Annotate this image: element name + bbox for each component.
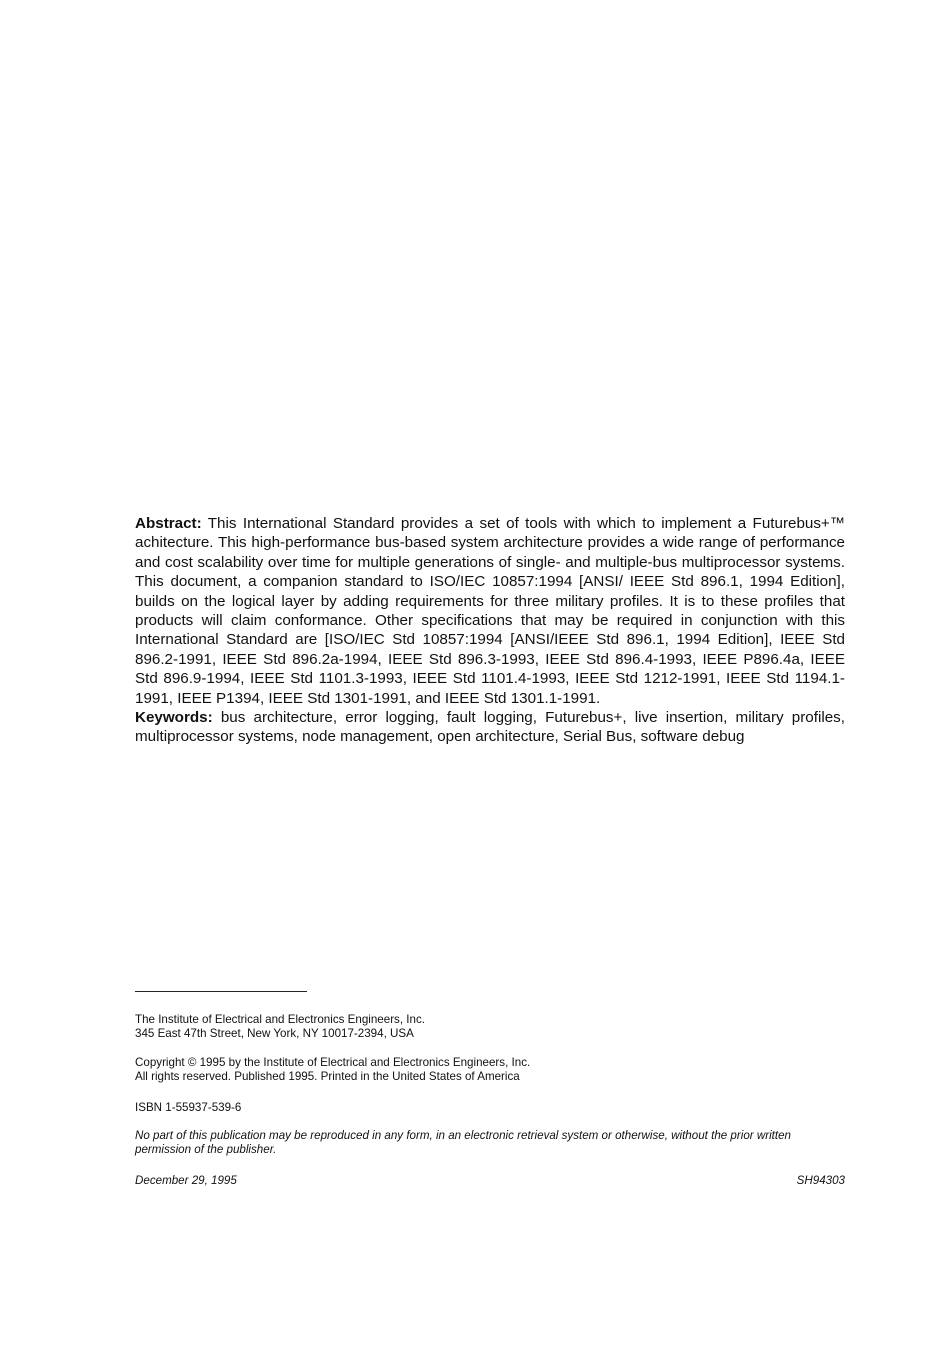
copyright-line-1: Copyright © 1995 by the Institute of Electrical and Electronics Engineers, Inc. (135, 1056, 531, 1069)
abstract-label: Abstract: (135, 515, 202, 532)
copyright-info (135, 1056, 845, 1084)
isbn-number: ISBN 1-55937-539-6 (135, 1101, 242, 1114)
abstract-text: This International Standard provides a set of tools with which to implement a Futurebus+™ achitecture. This high-performance bus-based system architecture provides a wide range of performance and cost scalability over time for multiple generations of single- and multiple-bus multiprocessor systems. This document, a companion standard to ISO/IEC 10857:1994 [ANSI/ IEEE Std 896.1, 1994 Edition], builds on the logical layer by adding requirements for three military profiles. It is to these profiles that products will claim conformance. Other specifications that may be required in conjunction with this International Standard are [ISO/IEC Std 10857:1994 [ANSI/IEEE Std 896.1, 1994 Edition], IEEE Std 896.2-1991, IEEE Std 896.2a-1994, IEEE Std 896.3-1993, IEEE Std 896.4-1993, IEEE P896.4a, IEEE Std 896.9-1994, IEEE Std 1101.3-1993, IEEE Std 1101.4-1993, IEEE Std 1212-1991, IEEE Std 1194.1-1991, IEEE P1394, IEEE Std 1301-1991, and IEEE Std 1301.1-1991. (135, 515, 845, 707)
copyright-line-2: All rights reserved. Published 1995. Printed in the United States of America (135, 1070, 520, 1084)
publisher-address: 345 East 47th Street, New York, NY 10017-2394, USA (135, 1027, 414, 1041)
keywords-label: Keywords: (135, 709, 213, 727)
publisher-info (135, 1013, 845, 1041)
keywords-paragraph (135, 708, 845, 747)
notice-text: No part of this publication may be reproduced in any form, in an electronic retrieval system or otherwise, without the prior written permission of the publisher. (135, 1129, 791, 1157)
keywords-text: bus architecture, error logging, fault logging, Futurebus+, live insertion, military profiles, multiprocessor systems, node management, open architecture, Serial Bus, software debug (135, 709, 845, 746)
footnote-divider (135, 991, 307, 992)
abstract-section (135, 514, 845, 747)
abstract-paragraph (135, 514, 845, 708)
isbn-info (135, 1101, 845, 1115)
reproduction-notice (135, 1129, 845, 1157)
publication-date: December 29, 1995 (135, 1174, 237, 1187)
publisher-name: The Institute of Electrical and Electronics Engineers, Inc. (135, 1013, 425, 1026)
document-code: SH94303 (796, 1174, 845, 1187)
